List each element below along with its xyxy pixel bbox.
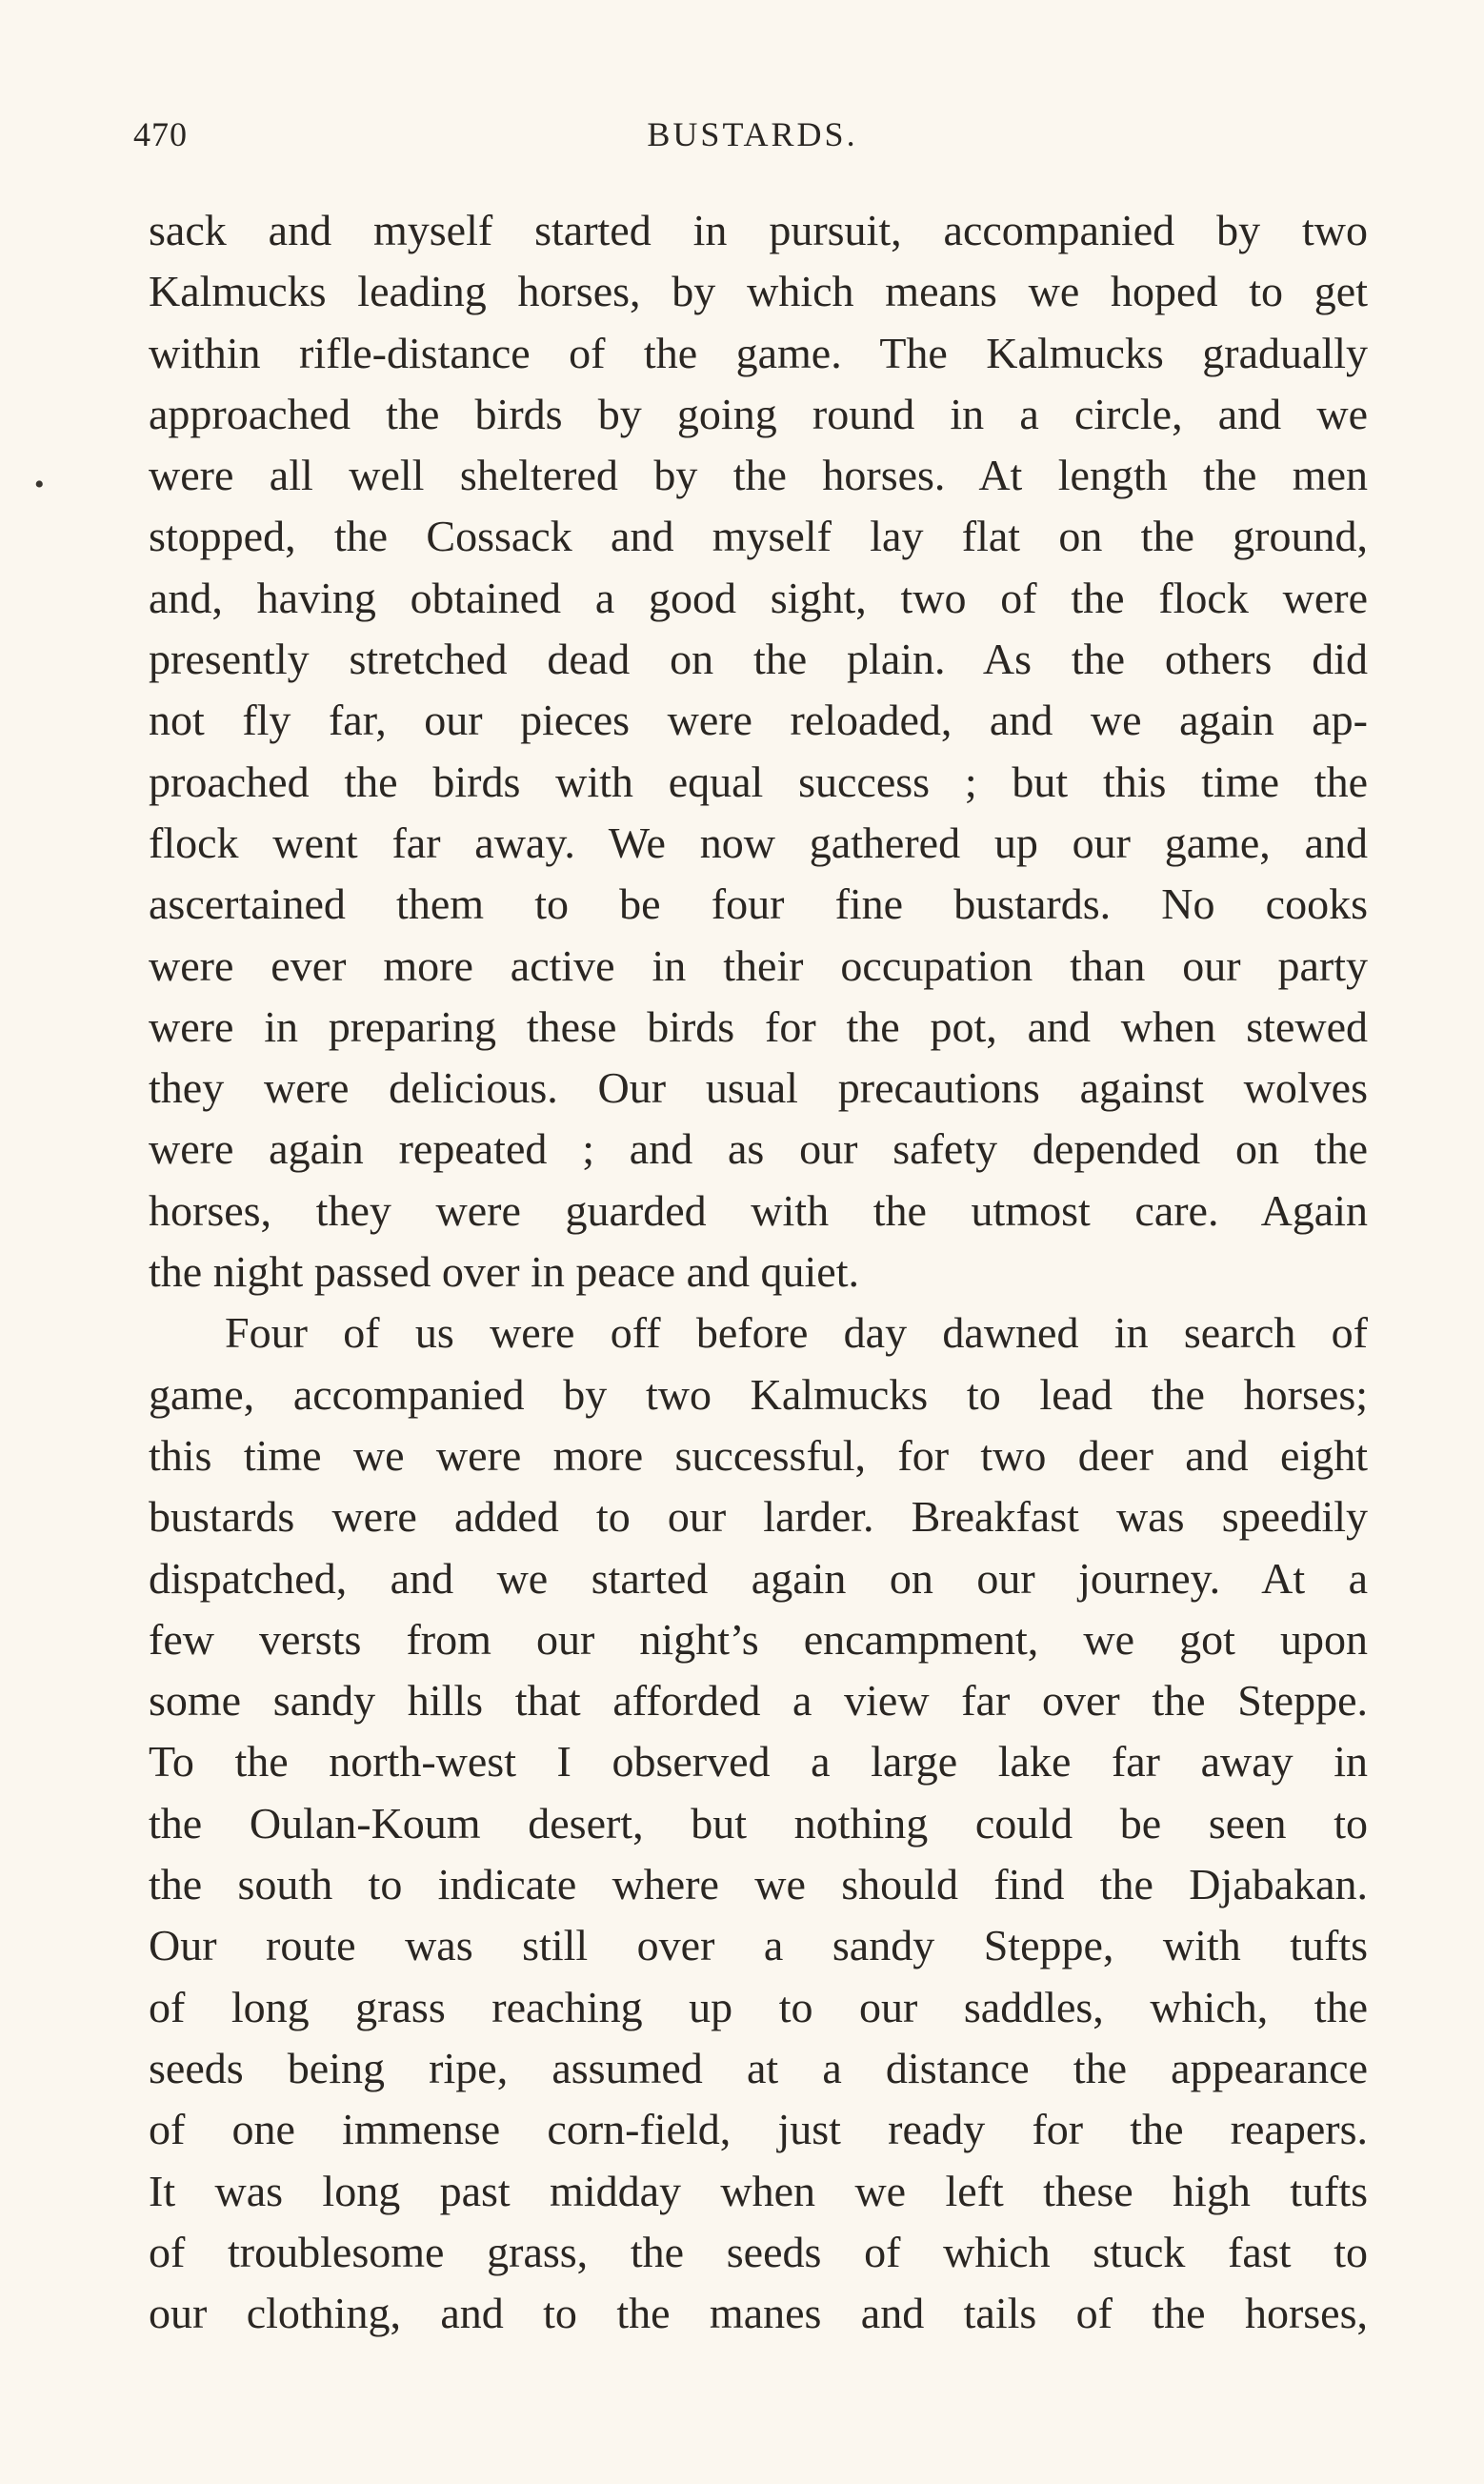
text-line: bustards were added to our larder. Breakfast was speedily	[149, 1492, 1368, 1542]
text-line: few versts from our night’s encampment, we got upon	[149, 1614, 1368, 1664]
text-line: Four of us were off before day dawned in search of	[225, 1308, 1368, 1358]
text-line: game, accompanied by two Kalmucks to lead the horses;	[149, 1369, 1368, 1419]
text-line: not fly far, our pieces were reloaded, and we again ap-	[149, 696, 1368, 745]
text-line: some sandy hills that afforded a view far over the Steppe.	[149, 1676, 1368, 1726]
margin-mark: •	[34, 469, 45, 500]
text-line: stopped, the Cossack and myself lay flat on the ground,	[149, 512, 1368, 561]
text-line: the south to indicate where we should find the Djabakan.	[149, 1860, 1368, 1909]
text-line: within rifle-distance of the game. The Kalmucks gradually	[149, 328, 1368, 377]
text-line: To the north-west I observed a large lake far away in	[149, 1737, 1368, 1787]
paragraph	[149, 200, 1368, 1303]
text-line: Our route was still over a sandy Steppe, with tufts	[149, 1921, 1368, 1970]
text-line: were ever more active in their occupation than our party	[149, 940, 1368, 990]
text-line: and, having obtained a good sight, two of the flock were	[149, 573, 1368, 622]
text-line: were again repeated ; and as our safety depended on the	[149, 1124, 1368, 1174]
text-line: sack and myself started in pursuit, accompanied by two	[149, 206, 1368, 254]
text-line: Kalmucks leading horses, by which means we hoped to get	[149, 267, 1368, 316]
running-title: BUSTARDS.	[647, 115, 858, 153]
page-number: 470	[133, 115, 188, 153]
text-line: horses, they were guarded with the utmost care. Again	[149, 1185, 1368, 1235]
text-line: of one immense corn-field, just ready for the reapers.	[149, 2105, 1368, 2154]
text-line: approached the birds by going round in a circle, and we	[149, 389, 1368, 438]
text-line: proached the birds with equal success ; but this time the	[149, 757, 1368, 806]
text-line: the Oulan-Koum desert, but nothing could be seen to	[149, 1798, 1368, 1848]
text-line: flock went far away. We now gathered up our game, and	[149, 818, 1368, 867]
text-line: It was long past midday when we left these high tufts	[149, 2166, 1368, 2215]
text-line: this time we were more successful, for two deer and eight	[149, 1430, 1368, 1480]
running-head	[133, 114, 1372, 162]
text-line: presently stretched dead on the plain. As the others did	[149, 635, 1368, 684]
text-line: seeds being ripe, assumed at a distance the appearance	[149, 2043, 1368, 2092]
body-text	[149, 200, 1368, 2344]
text-line: were in preparing these birds for the pot, and when stewed	[149, 1001, 1368, 1051]
text-line: the night passed over in peace and quiet.	[149, 1247, 859, 1297]
paragraph	[149, 1303, 1368, 2344]
text-line: of troublesome grass, the seeds of which stuck fast to	[149, 2227, 1368, 2276]
text-line: were all well sheltered by the horses. At length the men	[149, 451, 1368, 500]
text-line: of long grass reaching up to our saddles, which, the	[149, 1982, 1368, 2031]
text-line: dispatched, and we started again on our journey. At a	[149, 1553, 1368, 1603]
text-line: our clothing, and to the manes and tails of the horses,	[149, 2289, 1368, 2338]
text-line: ascertained them to be four fine bustards. No cooks	[149, 879, 1368, 929]
text-line: they were delicious. Our usual precautions against wolves	[149, 1063, 1368, 1113]
